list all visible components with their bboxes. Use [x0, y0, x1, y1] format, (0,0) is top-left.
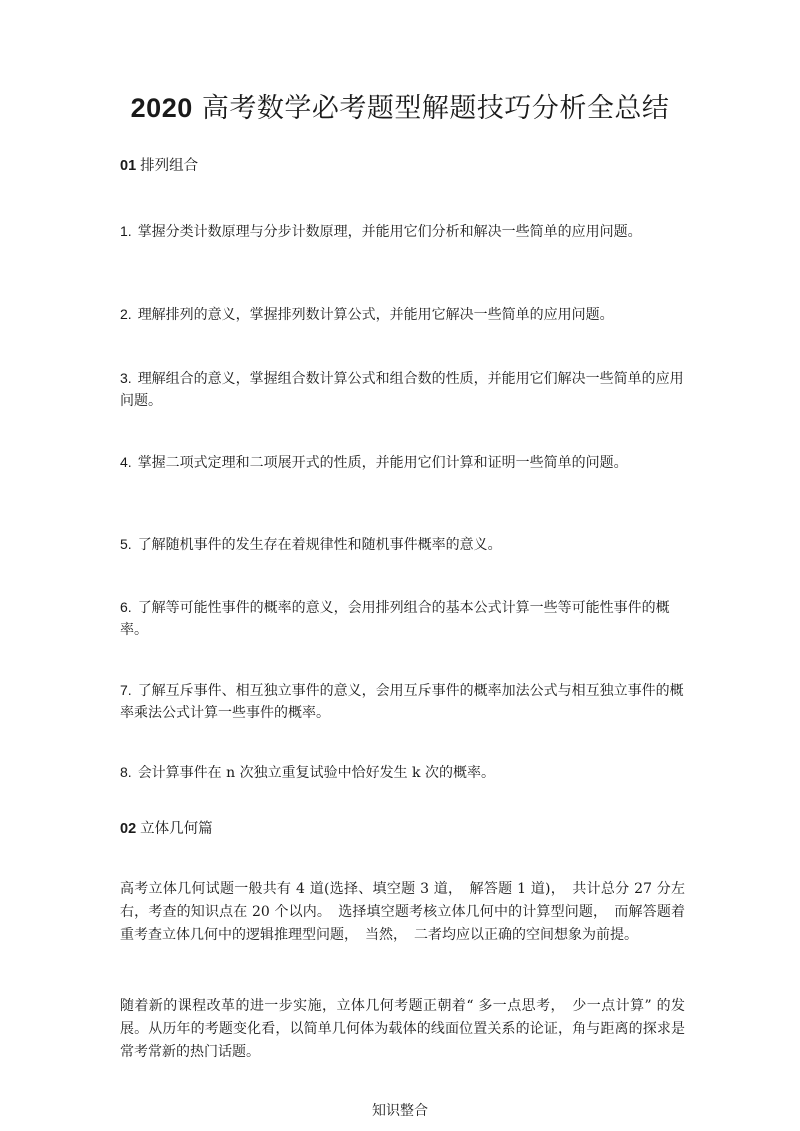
item-number: 6.	[120, 599, 132, 615]
section-heading-permutation	[120, 155, 198, 177]
item-number: 2.	[120, 306, 132, 322]
title-year: 2020	[130, 93, 193, 123]
item-text: 掌握分类计数原理与分步计数原理，并能用它们分析和解决一些简单的应用问题。	[137, 224, 642, 240]
list-item	[120, 596, 685, 641]
item-number: 3.	[120, 370, 132, 386]
item-number: 4.	[120, 454, 132, 470]
item-text: 掌握二项式定理和二项展开式的性质，并能用它们计算和证明一些简单的问题。	[137, 455, 628, 471]
list-item	[120, 303, 685, 326]
section-title: 排列组合	[140, 158, 199, 174]
item-text: 了解互斥事件、相互独立事件的意义，会用互斥事件的概率加法公式与相互独立事件的概率乘法公式计算一些事件的概率。	[120, 683, 684, 721]
section-title: 立体几何篇	[140, 821, 213, 837]
item-text: 理解组合的意义，掌握组合数计算公式和组合数的性质，并能用它们解决一些简单的应用问题。	[120, 371, 684, 409]
item-number: 7.	[120, 682, 132, 698]
title-text: 高考数学必考题型解题技巧分析全总结	[201, 93, 670, 124]
item-text: 会计算事件在 n 次独立重复试验中恰好发生 k 次的概率。	[137, 765, 495, 781]
item-text: 了解等可能性事件的概率的意义，会用排列组合的基本公式计算一些等可能性事件的概率。	[120, 600, 670, 638]
page-footer: 知识整合	[372, 1103, 428, 1119]
section-number: 02	[120, 821, 137, 837]
paragraph: 高考立体几何试题一般共有 4 道(选择、填空题 3 道， 解答题 1 道)， 共计总分 27 分左右，考查的知识点在 20 个以内。 选择填空题考核立体几何中的计算型问题， 而解答题着重考查立体几何中的逻辑推理型问题， 当然， 二者均应以正确的空间想象为前提。	[120, 881, 685, 943]
section-number: 01	[120, 158, 137, 174]
list-item	[120, 679, 685, 724]
item-number: 5.	[120, 536, 132, 552]
item-number: 8.	[120, 764, 132, 780]
item-number: 1.	[120, 223, 132, 239]
item-text: 理解排列的意义，掌握排列数计算公式，并能用它解决一些简单的应用问题。	[137, 307, 614, 323]
document-title	[0, 88, 800, 129]
list-item	[120, 451, 685, 474]
list-item	[120, 761, 685, 784]
list-item	[120, 533, 685, 556]
paragraph: 随着新的课程改革的进一步实施，立体几何考题正朝着“ 多一点思考， 少一点计算” 的发展。从历年的考题变化看，以简单几何体为载体的线面位置关系的论证，角与距离的探求是常考常新的热门话题。	[120, 998, 685, 1060]
list-item	[120, 220, 685, 243]
section-heading-solid-geometry	[120, 818, 213, 840]
list-item	[120, 367, 685, 412]
item-text: 了解随机事件的发生存在着规律性和随机事件概率的意义。	[137, 537, 502, 553]
